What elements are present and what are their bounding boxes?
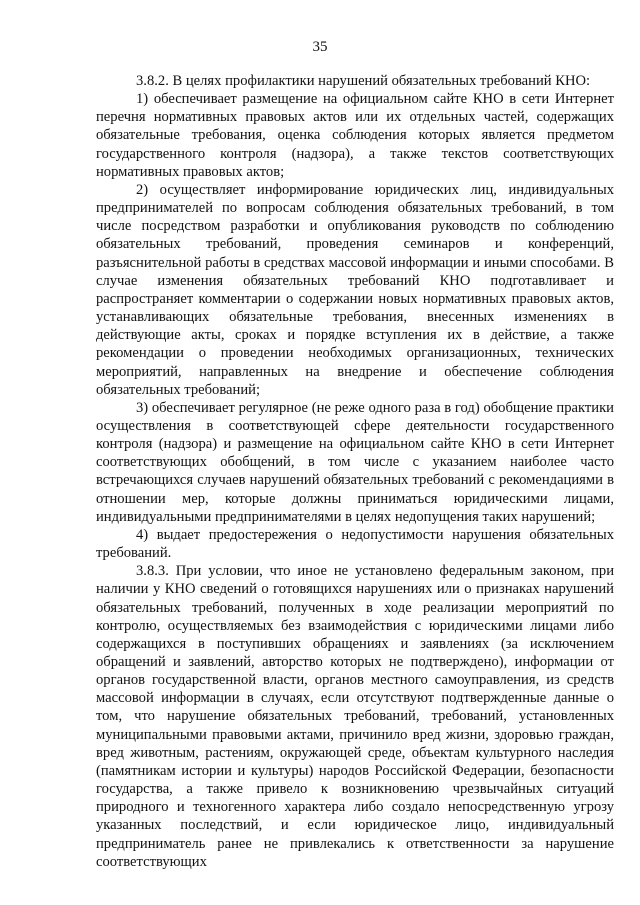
paragraph-3-8-2-heading: 3.8.2. В целях профилактики нарушений обязательных требований КНО: xyxy=(136,73,591,89)
paragraph-item-2: 2) осуществляет информирование юридических лиц, индивидуальных предпринимателей по вопросам соблюдения обязательных требований, в том числе посредством разработки и опубликования руководств по соблюдению обязательных требований, проведения семинаров и конференций, разъяснительной работы в средствах массовой информации и иными способами. В случае изменения обязательных требований КНО подготавливает и распространяет комментарии о содержании новых нормативных правовых актов, устанавливающих обязательные требования, внесенных изменениях в действующие акты, сроках и порядке вступления их в действие, а также рекомендации о проведении необходимых организационных, технических мероприятий, направленных на внедрение и обеспечение соблюдения обязательных требований; xyxy=(96,181,614,398)
paragraph-item-3: 3) обеспечивает регулярное (не реже одного раза в год) обобщение практики осуществления в соответствующей сфере деятельности государственного контроля (надзора) и размещение на официальном сайте КНО в сети Интернет соответствующих обобщений, в том числе с указанием наиболее часто встречающихся случаев нарушений обязательных требований с рекомендациями в отношении мер, которые должны приниматься юридическими лицами, индивидуальными предпринимателями в целях недопущения таких нарушений; xyxy=(96,399,614,525)
paragraph-item-4: 4) выдает предостережения о недопустимости нарушения обязательных требований. xyxy=(96,526,614,562)
paragraph-item-1: 1) обеспечивает размещение на официальном сайте КНО в сети Интернет перечня нормативных правовых актов или их отдельных частей, содержащих обязательные требования, оценка соблюдения которых является предметом государственного контроля (надзора), а также текстов соответствующих нормативных правовых актов; xyxy=(96,91,614,180)
document-body xyxy=(96,72,614,871)
paragraph-3-8-3: 3.8.3. При условии, что иное не установлено федеральным законом, при наличии у КНО сведений о готовящихся нарушениях или о признаках нарушений обязательных требований, полученных в ходе реализации мероприятий по контролю, осуществляемых без взаимодействия с юридическими лицами либо содержащихся в поступивших обращениях и заявлениях (за исключением обращений и заявлений, авторство которых не подтверждено), информации от органов государственной власти, органов местного самоуправления, из средств массовой информации в случаях, если отсутствуют подтвержденные данные о том, что нарушение обязательных требований, требований, установленных муниципальными правовыми актами, причинило вред жизни, здоровью граждан, вред животным, растениям, окружающей среде, объектам культурного наследия (памятникам истории и культуры) народов Российской Федерации, безопасности государства, а также привело к возникновению чрезвычайных ситуаций природного и техногенного характера либо создало непосредственную угрозу указанных последствий, и если юридическое лицо, индивидуальный предприниматель ранее не привлекались к ответственности за нарушение соответствующих xyxy=(96,563,614,870)
page-number: 35 xyxy=(312,39,328,55)
